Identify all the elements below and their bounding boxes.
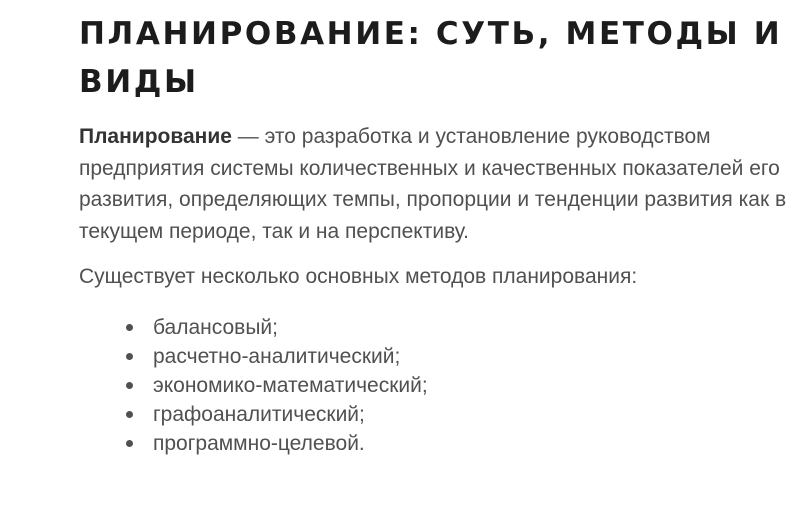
list-item [123, 429, 794, 458]
methods-intro: Существует несколько основных методов планирования: [79, 265, 638, 288]
definition-text: — это разработка и установление руководством предприятия системы количественных и качественных показателей его развития, определяющих темпы, пропорции и тенденции развития как в текущем периоде, так и на перспективу. [79, 125, 787, 243]
bullet-icon [126, 353, 133, 360]
bullet-icon [126, 382, 133, 389]
bullet-icon [126, 440, 133, 447]
method-label: графоаналитический; [153, 402, 365, 426]
method-label: программно-целевой. [153, 431, 365, 455]
method-label: балансовый; [153, 315, 278, 339]
bullet-icon [126, 411, 133, 418]
methods-list [79, 313, 794, 458]
article [79, 10, 794, 458]
bullet-icon [126, 324, 133, 331]
method-label: экономико-математический; [153, 373, 428, 397]
list-item [123, 400, 794, 429]
article-title: ПЛАНИРОВАНИЕ: СУТЬ, МЕТОДЫ И ВИДЫ [79, 16, 783, 100]
definition-term: Планирование [79, 125, 232, 148]
list-item [123, 342, 794, 371]
list-item [123, 313, 794, 342]
list-item [123, 371, 794, 400]
definition-paragraph [79, 121, 794, 247]
method-label: расчетно-аналитический; [153, 344, 401, 368]
